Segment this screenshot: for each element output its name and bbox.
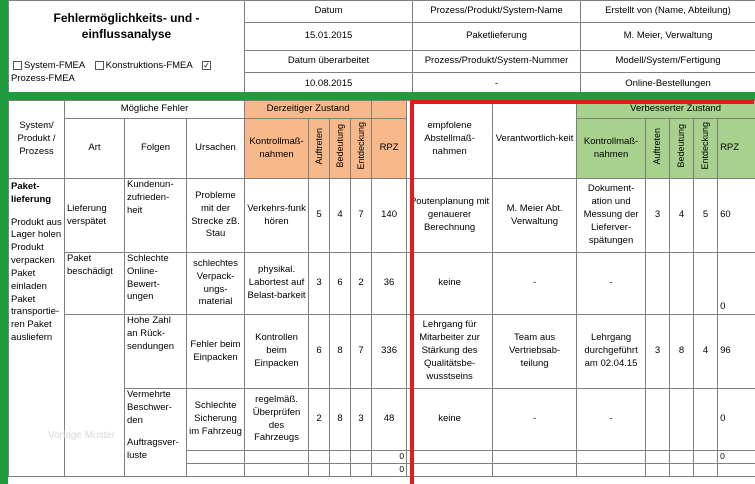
cell-auftreten[interactable]: 6 <box>309 315 330 389</box>
cell-responsibility[interactable]: - <box>493 389 577 451</box>
checkbox-icon[interactable] <box>95 61 104 70</box>
cell-rpz: 0 <box>372 464 407 477</box>
cell-art[interactable]: Paket beschädigt <box>65 253 125 315</box>
created-by-value[interactable]: M. Meier, Verwaltung <box>581 23 755 51</box>
revised-label: Datum überarbeitet <box>245 51 413 73</box>
cell-responsibility[interactable]: - <box>493 253 577 315</box>
cell-kontroll-improved[interactable]: - <box>577 253 646 315</box>
col-entdeckung-improved: Entdeckung <box>694 119 718 179</box>
cell-kontroll[interactable]: physikal. Labortest auf Belast-barkeit <box>245 253 309 315</box>
cell-art[interactable]: Lieferung verspätet <box>65 179 125 253</box>
cell-ursachen[interactable] <box>187 464 245 477</box>
table-row <box>9 179 755 253</box>
col-responsibility: Verantwortlich-keit <box>493 101 577 179</box>
cell-kontroll-improved[interactable]: Lehrgang durchgeführt am 02.04.15 <box>577 315 646 389</box>
cell-bedeutung-improved[interactable] <box>670 389 694 451</box>
col-possible-errors: Mögliche Fehler <box>65 101 245 119</box>
cell-kontroll-improved[interactable] <box>577 451 646 464</box>
cell-kontroll-improved[interactable]: Dokument-ation und Messung der Lieferver-spätungen <box>577 179 646 253</box>
cell-ursachen[interactable]: Schlechte Sicherung im Fahrzeug <box>187 389 245 451</box>
cell-responsibility[interactable] <box>493 464 577 477</box>
cell-ursachen[interactable] <box>187 451 245 464</box>
cell-entdeckung[interactable]: 7 <box>351 179 372 253</box>
checkbox-konstruktions-fmea[interactable]: Konstruktions-FMEA <box>93 60 193 71</box>
cell-rpz-improved: 60 <box>718 179 755 253</box>
watermark: Vorlage Muster <box>48 430 116 441</box>
cell-auftreten-improved[interactable] <box>646 464 670 477</box>
cell-entdeckung-improved[interactable]: 5 <box>694 179 718 253</box>
process-number-value[interactable]: - <box>413 73 581 97</box>
col-improved-state: Verbesserter Zustand <box>577 101 755 119</box>
cell-auftreten-improved[interactable] <box>646 253 670 315</box>
cell-rpz: 0 <box>372 451 407 464</box>
cell-bedeutung[interactable]: 6 <box>330 253 351 315</box>
section-gap <box>8 92 755 100</box>
cell-recommended[interactable]: Poutenplanung mit genauerer Berechnung <box>407 179 493 253</box>
col-bedeutung: Bedeutung <box>330 119 351 179</box>
cell-responsibility[interactable] <box>493 451 577 464</box>
cell-responsibility[interactable]: M. Meier Abt. Verwaltung <box>493 179 577 253</box>
col-auftreten-improved: Auftreten <box>646 119 670 179</box>
cell-rpz: 48 <box>372 389 407 451</box>
document-title: Fehlermöglichkeits- und - einflussanalyse <box>9 1 245 51</box>
cell-kontroll[interactable]: Verkehrs-funk hören <box>245 179 309 253</box>
cell-kontroll-improved[interactable]: - <box>577 389 646 451</box>
cell-auftreten-improved[interactable]: 3 <box>646 179 670 253</box>
col-bedeutung-improved: Bedeutung <box>670 119 694 179</box>
cell-kontroll[interactable]: Kontrollen beim Einpacken <box>245 315 309 389</box>
cell-entdeckung-improved[interactable] <box>694 451 718 464</box>
cell-auftreten[interactable]: 5 <box>309 179 330 253</box>
col-rpz-improved: RPZ <box>718 119 755 179</box>
col-art: Art <box>65 119 125 179</box>
cell-bedeutung-improved[interactable] <box>670 451 694 464</box>
cell-bedeutung-improved[interactable]: 8 <box>670 315 694 389</box>
cell-responsibility[interactable]: Team aus Vertriebsab-teilung <box>493 315 577 389</box>
cell-recommended[interactable] <box>407 464 493 477</box>
cell-auftreten[interactable] <box>309 464 330 477</box>
cell-kontroll[interactable]: regelmäß. Überprüfen des Fahrzeugs <box>245 389 309 451</box>
checkbox-system-fmea[interactable]: System-FMEA <box>11 60 85 71</box>
cell-entdeckung-improved[interactable] <box>694 253 718 315</box>
cell-kontroll[interactable] <box>245 464 309 477</box>
cell-recommended[interactable] <box>407 451 493 464</box>
cell-bedeutung[interactable]: 8 <box>330 389 351 451</box>
cell-entdeckung[interactable]: 2 <box>351 253 372 315</box>
cell-entdeckung-improved[interactable] <box>694 389 718 451</box>
col-folgen: Folgen <box>125 119 187 179</box>
model-label: Modell/System/Fertigung <box>581 51 755 73</box>
cell-entdeckung[interactable] <box>351 451 372 464</box>
col-recommended: empfolene Abstellmaß-nahmen <box>407 101 493 179</box>
cell-rpz-improved: 0 <box>718 253 755 315</box>
process-name-value[interactable]: Paketlieferung <box>413 23 581 51</box>
cell-rpz: 140 <box>372 179 407 253</box>
col-current-state: Derzeitiger Zustand <box>245 101 372 119</box>
cell-auftreten-improved[interactable] <box>646 451 670 464</box>
cell-ursachen[interactable]: Fehler beim Einpacken <box>187 315 245 389</box>
cell-folgen[interactable]: Kundenun-zufrieden-heit <box>125 179 187 253</box>
fmea-sheet <box>8 0 755 484</box>
table-row <box>9 315 755 389</box>
cell-rpz: 36 <box>372 253 407 315</box>
cell-rpz-improved <box>718 464 755 477</box>
system-cell[interactable]: Paket-lieferung Produkt aus Lager holen Produkt verpacken Paket einladen Paket transportie-ren Paket ausliefern <box>9 179 65 477</box>
cell-bedeutung[interactable]: 8 <box>330 315 351 389</box>
cell-auftreten[interactable]: 3 <box>309 253 330 315</box>
col-rpz: RPZ <box>372 119 407 179</box>
cell-bedeutung[interactable] <box>330 464 351 477</box>
cell-recommended[interactable]: Lehrgang für Mitarbeiter zur Stärkung des Qualitätsbe-wusstseins <box>407 315 493 389</box>
cell-bedeutung-improved[interactable]: 4 <box>670 179 694 253</box>
cell-folgen[interactable]: Vermehrte Beschwer-den Auftragsver-luste <box>125 389 187 477</box>
fmea-type-checkboxes <box>9 51 245 97</box>
cell-auftreten-improved[interactable]: 3 <box>646 315 670 389</box>
cell-bedeutung-improved[interactable] <box>670 464 694 477</box>
cell-auftreten[interactable]: 2 <box>309 389 330 451</box>
col-kontroll: Kontrollmaß-nahmen <box>245 119 309 179</box>
cell-entdeckung[interactable]: 7 <box>351 315 372 389</box>
cell-recommended[interactable]: keine <box>407 389 493 451</box>
cell-entdeckung[interactable]: 3 <box>351 389 372 451</box>
col-auftreten: Auftreten <box>309 119 330 179</box>
cell-bedeutung[interactable]: 4 <box>330 179 351 253</box>
col-system: System/ Produkt / Prozess <box>9 101 65 179</box>
cell-folgen[interactable]: Hohe Zahl an Rück-sendungen <box>125 315 187 389</box>
col-ursachen: Ursachen <box>187 119 245 179</box>
checkbox-icon[interactable] <box>13 61 22 70</box>
cell-rpz-improved: 0 <box>718 389 755 451</box>
created-by-label: Erstellt von (Name, Abteilung) <box>581 1 755 23</box>
cell-rpz-improved: 96 <box>718 315 755 389</box>
header-table <box>8 0 755 97</box>
process-number-label: Prozess/Produkt/System-Nummer <box>413 51 581 73</box>
table-row <box>9 253 755 315</box>
model-value[interactable]: Online-Bestellungen <box>581 73 755 97</box>
revised-value[interactable]: 10.08.2015 <box>245 73 413 97</box>
cell-rpz: 336 <box>372 315 407 389</box>
cell-kontroll-improved[interactable] <box>577 464 646 477</box>
cell-entdeckung-improved[interactable] <box>694 464 718 477</box>
date-value[interactable]: 15.01.2015 <box>245 23 413 51</box>
fmea-table <box>8 100 755 477</box>
col-entdeckung: Entdeckung <box>351 119 372 179</box>
checkbox-prozess-fmea[interactable]: ✓Prozess-FMEA <box>11 61 210 85</box>
process-name-label: Prozess/Produkt/System-Name <box>413 1 581 23</box>
cell-bedeutung-improved[interactable] <box>670 253 694 315</box>
cell-kontroll[interactable] <box>245 451 309 464</box>
cell-ursachen[interactable]: Probleme mit der Strecke zB. Stau <box>187 179 245 253</box>
checkmark-icon[interactable]: ✓ <box>203 61 210 71</box>
cell-folgen[interactable]: Schlechte Online-Bewert-ungen <box>125 253 187 315</box>
cell-bedeutung[interactable] <box>330 451 351 464</box>
cell-auftreten-improved[interactable] <box>646 389 670 451</box>
cell-rpz-improved: 0 <box>718 451 755 464</box>
col-kontroll-improved: Kontrollmaß-nahmen <box>577 119 646 179</box>
cell-art[interactable] <box>65 315 125 477</box>
cell-auftreten[interactable] <box>309 451 330 464</box>
date-label: Datum <box>245 1 413 23</box>
cell-entdeckung-improved[interactable]: 4 <box>694 315 718 389</box>
cell-ursachen[interactable]: schlechtes Verpack-ungs-material <box>187 253 245 315</box>
cell-entdeckung[interactable] <box>351 464 372 477</box>
cell-recommended[interactable]: keine <box>407 253 493 315</box>
